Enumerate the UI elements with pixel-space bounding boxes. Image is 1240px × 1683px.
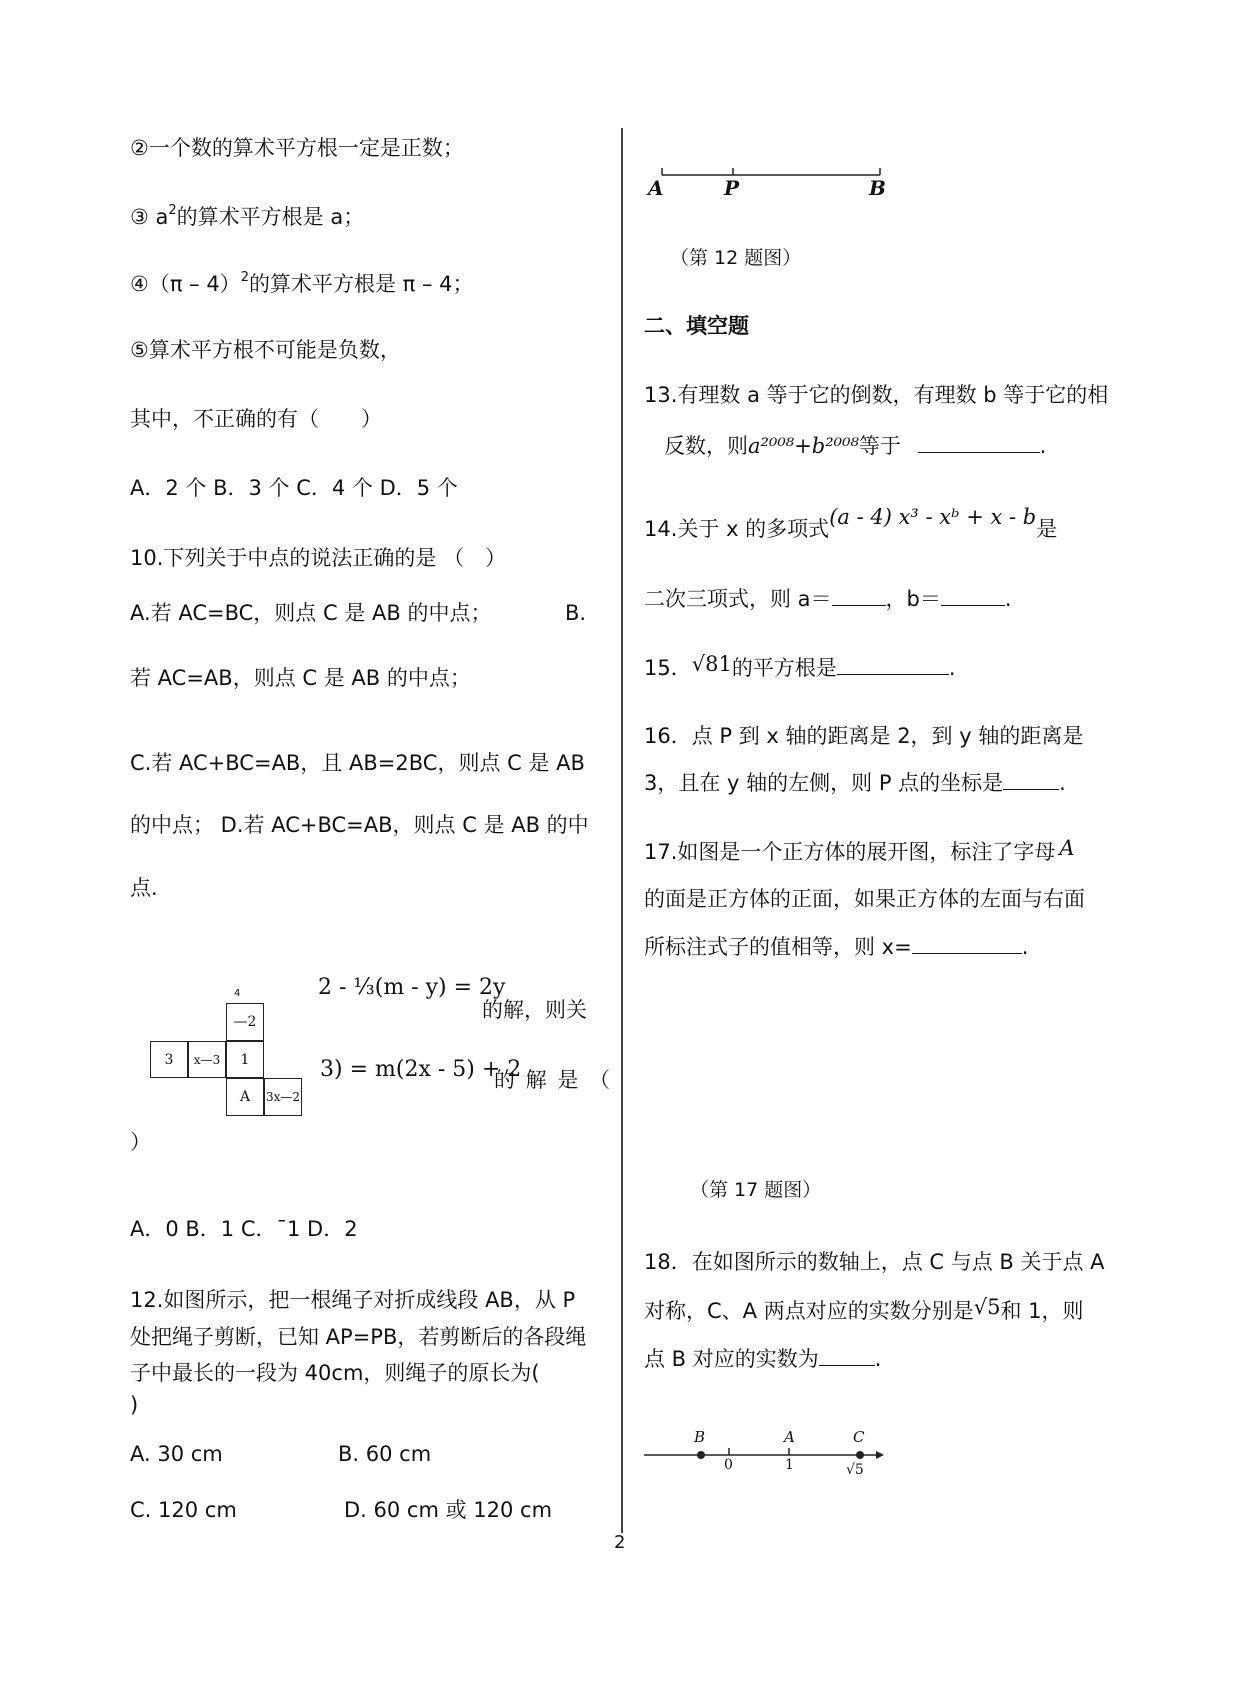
net-cell-right (226, 1041, 264, 1078)
q10-stem: 10.下列关于中点的说法正确的是 （ ） (130, 546, 507, 570)
q14-expression: (a - 4) x³ - xᵇ + x - b (829, 505, 1037, 529)
segment-label-p: P (724, 176, 740, 200)
column-divider (621, 128, 623, 1533)
q10-option-b-label: B. (565, 601, 587, 625)
q11-text-1: 的解，则关 (482, 998, 587, 1022)
statement-2: ②一个数的算术平方根一定是正数； (130, 136, 464, 160)
fig17-caption: （第 17 题图） (690, 1179, 822, 1201)
q10-option-a: A.若 AC=BC，则点 C 是 AB 的中点； (130, 601, 492, 625)
q17-letter: A (1059, 836, 1075, 860)
q14-line-2: 二次三项式，则 a＝ ，b＝ . (644, 587, 1012, 611)
net-label: —2 (233, 1014, 257, 1030)
net-label: 3 (164, 1051, 174, 1068)
q14-text-2: 是 (1036, 517, 1058, 541)
point-b (697, 1451, 705, 1459)
answer-blank[interactable] (918, 434, 1040, 453)
answer-blank[interactable] (819, 1347, 875, 1366)
q16-text: 3，且在 y 轴的左侧，则 P 点的坐标是 (644, 771, 1004, 795)
q15-text: 的平方根是 (731, 656, 837, 680)
q12-line-2: 处把绳子剪断，已知 AP=PB，若剪断后的各段绳 (130, 1325, 587, 1349)
q11-equation-2: 3) = m(2x - 5) + 2 (320, 1057, 522, 1082)
q18-line-2 (644, 1295, 1084, 1324)
q14-text-4: ，b＝ (885, 587, 941, 611)
axis-label-b: B (694, 1428, 706, 1446)
q11-text-2: 的 解 是 （ (494, 1068, 613, 1092)
axis-tick-zero: 0 (724, 1457, 733, 1473)
q15-root: √81 (691, 652, 732, 676)
exponent: 2 (240, 270, 249, 285)
answer-blank[interactable] (912, 935, 1022, 954)
segment-ab-figure (640, 160, 900, 205)
q18-root: √5 (973, 1295, 1001, 1319)
q17-text: 17.如图是一个正方体的展开图，标注了字母 (644, 840, 1056, 864)
q18-line-1: 18．在如图所示的数轴上，点 C 与点 B 关于点 A (644, 1250, 1105, 1274)
q15: 15．√81的平方根是 . (644, 652, 956, 680)
q17-line-2: 的面是正方体的正面，如果正方体的左面与右面 (644, 887, 1085, 911)
q13-text: 反数，则 (664, 434, 748, 458)
q15-number: 15． (644, 656, 692, 680)
axis-label-a: A (784, 1428, 795, 1446)
q10-option-b: 若 AC=AB，则点 C 是 AB 的中点； (130, 666, 471, 690)
point-c (856, 1451, 864, 1459)
q12-line-3: 子中最长的一段为 40cm，则绳子的原长为( (130, 1361, 540, 1385)
q12-option-d: D. 60 cm 或 120 cm (344, 1498, 553, 1522)
q11-options: A．0 B．1 C．ˉ1 D．2 (130, 1217, 358, 1241)
q13-line-1: 13.有理数 a 等于它的倒数，有理数 b 等于它的相 (644, 383, 1109, 407)
q18-line-3: 点 B 对应的实数为 . (644, 1347, 882, 1371)
statement-3 (130, 203, 364, 230)
q12-option-a: A. 30 cm (130, 1442, 223, 1466)
net-label: 1 (240, 1051, 250, 1068)
net-cell-left (150, 1041, 188, 1078)
axis-tick-one: 1 (785, 1457, 794, 1473)
q13-line-2: 反数，则a²⁰⁰⁸+b²⁰⁰⁸等于 . (664, 434, 1047, 458)
statement-4-start: ④（π – 4） (130, 272, 241, 296)
answer-blank-a[interactable] (832, 587, 886, 606)
q10-option-d-end: 点. (130, 876, 158, 900)
q9-stem: 其中，不正确的有（ ） (130, 407, 382, 431)
axis-label-c: C (853, 1428, 865, 1446)
axis-arrow (876, 1451, 884, 1459)
net-label: 3x—2 (266, 1090, 301, 1104)
net-cell-top (226, 1003, 264, 1041)
q13-text-2: 等于 (858, 434, 901, 458)
q17-line-3: 所标注式子的值相等，则 x= . (644, 935, 1029, 959)
statement-3-start: ③ a (130, 205, 169, 229)
section-2-heading: 二、填空题 (644, 314, 749, 338)
q13-expression: a²⁰⁰⁸+b²⁰⁰⁸ (748, 434, 859, 458)
q14-text-3: 二次三项式，则 a＝ (644, 587, 832, 611)
segment-label-b: B (869, 176, 886, 200)
q17-text-3: 所标注式子的值相等，则 x= (644, 935, 912, 959)
statement-4 (130, 270, 474, 297)
q16-line-1: 16．点 P 到 x 轴的距离是 2，到 y 轴的距离是 (644, 724, 1084, 748)
net-label: x—3 (193, 1052, 221, 1067)
q17-line-1 (644, 836, 1075, 865)
axis-label-root5: √5 (846, 1462, 864, 1478)
net-cell-center (188, 1041, 226, 1078)
q11-close-paren: ） (130, 1130, 151, 1154)
q12-option-b: B. 60 cm (338, 1442, 432, 1466)
net-cell-far-right (264, 1078, 302, 1116)
answer-blank-b[interactable] (941, 587, 1005, 606)
net-cell-a (226, 1078, 264, 1116)
page-number: 2 (614, 1532, 626, 1553)
net-label: A (239, 1089, 251, 1105)
statement-4-end: 的算术平方根是 π – 4； (248, 272, 474, 296)
q12-line-4: ) (130, 1393, 139, 1417)
net-arrow-mark: 4 (234, 988, 241, 999)
exponent: 2 (168, 203, 177, 218)
q9-options: A．2 个 B．3 个 C．4 个 D．5 个 (130, 476, 458, 500)
q12-line-1: 12.如图所示，把一根绳子对折成线段 AB，从 P (130, 1288, 576, 1312)
q18-text-3: 点 B 对应的实数为 (644, 1347, 819, 1371)
q18-text: 对称，C、A 两点对应的实数分别是 (644, 1299, 974, 1323)
answer-blank[interactable] (1003, 771, 1059, 790)
statement-5: ⑤算术平方根不可能是负数， (130, 338, 401, 362)
q12-option-c: C. 120 cm (130, 1498, 237, 1522)
fig12-caption: （第 12 题图） (670, 247, 802, 269)
q16-line-2: 3，且在 y 轴的左侧，则 P 点的坐标是 . (644, 771, 1066, 795)
q14-line-1 (644, 505, 1058, 542)
answer-blank[interactable] (837, 656, 949, 675)
q11-equation-1: 2 - ⅓(m - y) = 2y (318, 975, 506, 1000)
q10-option-d: 的中点； D.若 AC+BC=AB，则点 C 是 AB 的中 (130, 813, 589, 837)
q18-text-2: 和 1，则 (1000, 1299, 1084, 1323)
q10-option-c: C.若 AC+BC=AB，且 AB=2BC，则点 C 是 AB (130, 751, 585, 775)
segment-label-a: A (648, 176, 664, 200)
statement-3-end: 的算术平方根是 a； (176, 205, 365, 229)
q14-text: 14.关于 x 的多项式 (644, 517, 830, 541)
